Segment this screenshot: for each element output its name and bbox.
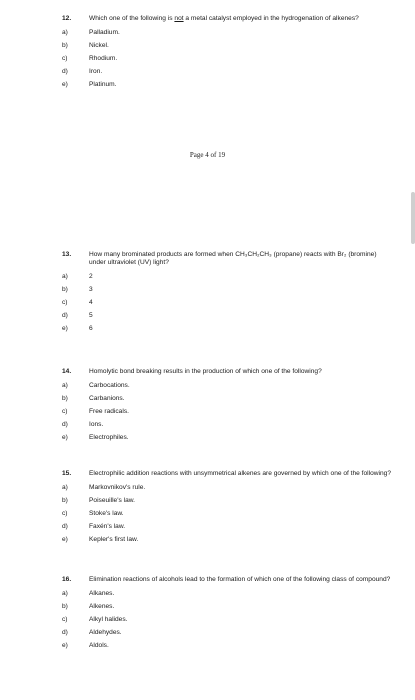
question-16 — [62, 576, 392, 652]
question-13 — [62, 251, 392, 335]
question-text: Elimination reactions of alcohols lead to the formation of which one of the following class of compound? — [89, 576, 391, 583]
option-e: e) Aldols. — [62, 642, 109, 649]
question-number: 13. — [62, 251, 72, 258]
page-footer: Page 4 of 19 — [189, 151, 226, 159]
option-a: a) Alkanes. — [62, 590, 115, 597]
question-text: How many brominated products are formed when CH₃CH₂CH₃ (propane) reacts with Br₂ (bromine) under ultraviolet (UV) light? — [89, 251, 377, 266]
question-14 — [62, 368, 392, 444]
option-a: a) Carbocations. — [62, 382, 130, 389]
question-number: 12. — [62, 15, 72, 22]
question-number: 14. — [62, 368, 72, 375]
option-b: b) Alkenes. — [62, 603, 115, 610]
question-text: Which one of the following is not a metal catalyst employed in the hydrogenation of alkenes? — [89, 15, 359, 22]
question-12 — [62, 15, 392, 91]
question-15 — [62, 470, 392, 546]
question-text: Homolytic bond breaking results in the production of which one of the following? — [89, 368, 322, 375]
option-b: b) Poiseuille's law. — [62, 497, 135, 504]
option-d: d) Ions. — [62, 421, 104, 428]
option-e: e) Electrophiles. — [62, 434, 129, 441]
option-c: c) Alkyl halides. — [62, 616, 128, 623]
option-d: d) Aldehydes. — [62, 629, 122, 636]
question-number: 16. — [62, 576, 72, 583]
option-b: b) Carbanions. — [62, 395, 125, 402]
option-b: b) 3 — [62, 286, 93, 293]
question-number: 15. — [62, 470, 72, 477]
option-a: a) 2 — [62, 273, 93, 280]
option-e: e) Platinum. — [62, 81, 117, 88]
option-c: c) Rhodium. — [62, 55, 118, 62]
option-e: e) Kepler's first law. — [62, 536, 139, 543]
option-e: e) 6 — [62, 325, 93, 332]
scrollbar-thumb[interactable] — [411, 192, 415, 244]
option-c: c) 4 — [62, 299, 93, 306]
option-a: a) Markovnikov's rule. — [62, 484, 146, 491]
question-text: Electrophilic addition reactions with unsymmetrical alkenes are governed by which one of the following? — [89, 470, 392, 477]
option-d: d) Iron. — [62, 68, 103, 75]
option-c: c) Stoke's law. — [62, 510, 124, 517]
option-d: d) 5 — [62, 312, 93, 319]
option-d: d) Faxén's law. — [62, 523, 126, 530]
option-a: a) Palladium. — [62, 29, 120, 36]
option-c: c) Free radicals. — [62, 408, 129, 415]
option-b: b) Nickel. — [62, 42, 109, 49]
emphasis-not: not — [174, 15, 184, 22]
